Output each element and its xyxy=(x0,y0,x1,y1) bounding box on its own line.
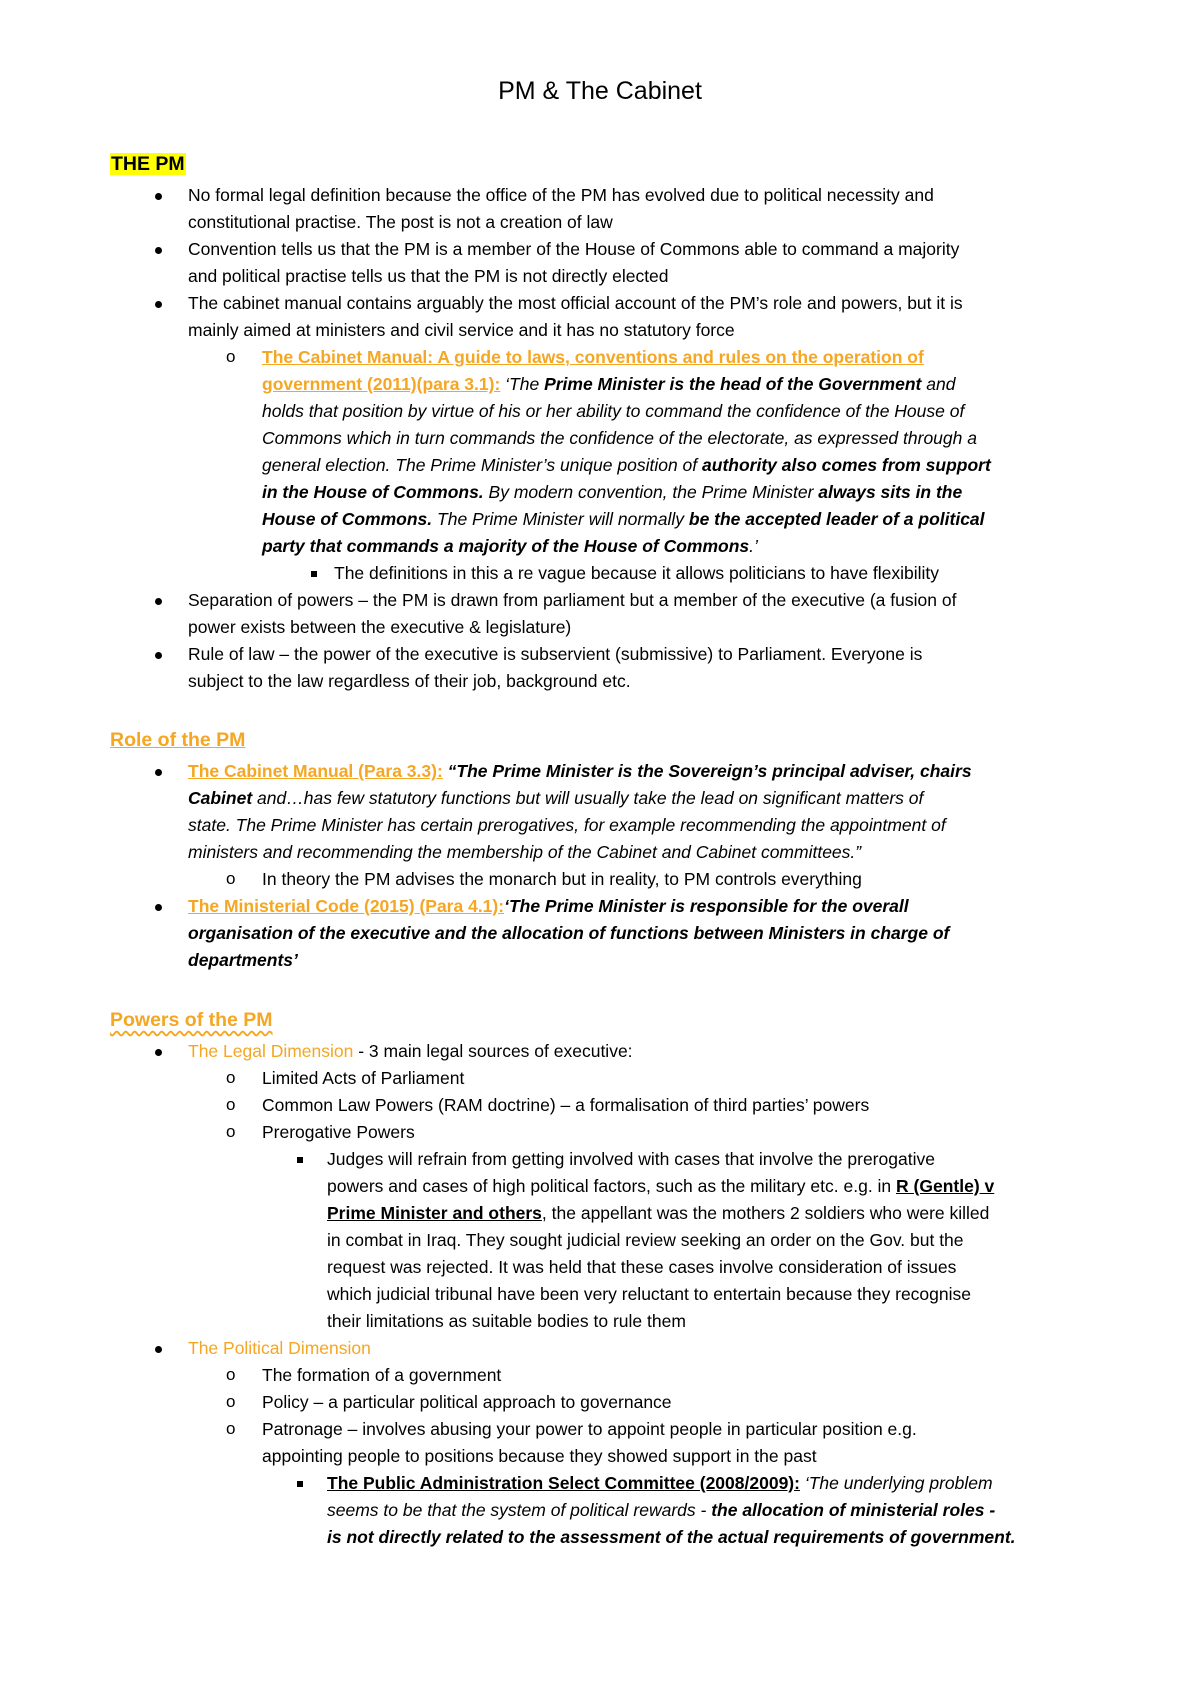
quote-text: .’ xyxy=(749,536,758,556)
quote-line xyxy=(188,895,909,917)
text-line: and political practise tells us that the PM is not directly elected xyxy=(188,266,669,286)
sub-bullet-icon: o xyxy=(226,869,236,888)
quote-text: and xyxy=(921,374,956,394)
bullet-icon xyxy=(155,652,162,659)
quote-text: ‘The underlying problem xyxy=(799,1473,993,1493)
quote-line: ministers and recommending the membership of the Cabinet and Cabinet committees.” xyxy=(188,842,862,862)
section-heading-powers xyxy=(110,1008,273,1032)
quote-text: ‘The xyxy=(500,374,545,394)
quote-line: Commons which in turn commands the confidence of the electorate, as expressed through a xyxy=(262,428,977,448)
quote-emphasis: Cabinet xyxy=(188,788,253,808)
quote-line: holds that position by virtue of his or her ability to command the confidence of the House of xyxy=(262,401,965,421)
text-line: The definitions in this a re vague because it allows politicians to have flexibility xyxy=(334,563,940,583)
ministerial-code-citation: The Ministerial Code (2015) (Para 4.1): xyxy=(188,896,505,916)
text-line: which judicial tribunal have been very reluctant to entertain because they recognise xyxy=(327,1284,971,1304)
bullet-icon xyxy=(155,301,162,308)
quote-line: departments’ xyxy=(188,950,298,970)
legal-dimension-text: - 3 main legal sources of executive: xyxy=(353,1041,633,1061)
text-line: Rule of law – the power of the executive is subservient (submissive) to Parliament. Everyone is xyxy=(188,644,923,664)
quote-emphasis: Prime Minister is the head of the Government xyxy=(544,374,922,394)
section-heading-role xyxy=(110,728,245,752)
sub-bullet-icon: o xyxy=(226,1392,236,1411)
text-line: Convention tells us that the PM is a member of the House of Commons able to command a majority xyxy=(188,239,960,259)
quote-line xyxy=(327,1472,993,1494)
text-line: request was rejected. It was held that these cases involve consideration of issues xyxy=(327,1257,957,1277)
text-line: The formation of a government xyxy=(262,1365,502,1385)
text-line: The cabinet manual contains arguably the most official account of the PM’s role and powers, but it is xyxy=(188,293,963,313)
text-line xyxy=(188,1040,633,1062)
quote-emphasis: be the accepted leader of a political xyxy=(688,509,985,529)
text-line: Separation of powers – the PM is drawn from parliament but a member of the executive (a fusion of xyxy=(188,590,957,610)
quote-text: seems to be that the system of political rewards - xyxy=(327,1500,712,1520)
quote-emphasis: party that commands a majority of the House of Commons xyxy=(262,536,750,556)
quote-line: is not directly related to the assessment of the actual requirements of government. xyxy=(327,1527,1016,1547)
judges-text: , the appellant was the mothers 2 soldiers who were killed xyxy=(541,1203,990,1223)
text-line: Common Law Powers (RAM doctrine) – a formalisation of third parties’ powers xyxy=(262,1095,870,1115)
quote-emphasis: “The Prime Minister is the Sovereign’s principal adviser, chairs xyxy=(442,761,972,781)
quote-line xyxy=(188,787,923,809)
role-heading: Role of the PM xyxy=(110,729,246,751)
text-line: Limited Acts of Parliament xyxy=(262,1068,465,1088)
quote-emphasis: House of Commons. xyxy=(262,509,433,529)
square-bullet-icon xyxy=(297,1481,303,1487)
case-name: Prime Minister and others xyxy=(327,1203,542,1223)
bullet-icon xyxy=(155,904,162,911)
quote-emphasis: always sits in the xyxy=(818,482,963,502)
quote-line xyxy=(327,1499,995,1521)
legal-dimension-label: The Legal Dimension xyxy=(188,1041,354,1061)
citation-line xyxy=(262,346,924,368)
text-line: In theory the PM advises the monarch but in reality, to PM controls everything xyxy=(262,869,862,889)
bullet-icon xyxy=(155,247,162,254)
text-line: their limitations as suitable bodies to rule them xyxy=(327,1311,686,1331)
quote-text: general election. The Prime Minister’s unique position of xyxy=(262,455,703,475)
quote-line xyxy=(262,481,962,503)
quote-line: state. The Prime Minister has certain prerogatives, for example recommending the appointment of xyxy=(188,815,946,835)
text-line: Patronage – involves abusing your power to appoint people in particular position e.g. xyxy=(262,1419,917,1439)
quote-emphasis: in the House of Commons. xyxy=(262,482,484,502)
quote-line xyxy=(262,508,985,530)
bullet-icon xyxy=(155,1049,162,1056)
bullet-icon xyxy=(155,1346,162,1353)
quote-emphasis: the allocation of ministerial roles - xyxy=(711,1500,996,1520)
text-line: in combat in Iraq. They sought judicial review seeking an order on the Gov. but the xyxy=(327,1230,964,1250)
pasc-citation: The Public Administration Select Committee (2008/2009): xyxy=(327,1473,800,1493)
text-line: Judges will refrain from getting involved with cases that involve the prerogative xyxy=(327,1149,935,1169)
the-pm-heading: THE PM xyxy=(111,153,185,175)
sub-bullet-icon: o xyxy=(226,1068,236,1087)
judges-text: powers and cases of high political factors, such as the military etc. e.g. in xyxy=(327,1176,897,1196)
quote-line xyxy=(188,760,972,782)
square-bullet-icon xyxy=(311,571,317,577)
cabinet-manual-citation: The Cabinet Manual: A guide to laws, conventions and rules on the operation of xyxy=(262,347,924,367)
text-line: subject to the law regardless of their job, background etc. xyxy=(188,671,631,691)
case-name: R (Gentle) v xyxy=(896,1176,995,1196)
bullet-icon xyxy=(155,598,162,605)
bullet-icon xyxy=(155,193,162,200)
text-line: mainly aimed at ministers and civil service and it has no statutory force xyxy=(188,320,735,340)
text-line: power exists between the executive & legislature) xyxy=(188,617,572,637)
section-heading-the-pm xyxy=(110,152,186,176)
sub-bullet-icon: o xyxy=(226,1419,236,1438)
text-line: constitutional practise. The post is not a creation of law xyxy=(188,212,613,232)
text-line: No formal legal definition because the office of the PM has evolved due to political necessity and xyxy=(188,185,934,205)
sub-bullet-icon: o xyxy=(226,1365,236,1384)
text-line: appointing people to positions because they showed support in the past xyxy=(262,1446,817,1466)
political-dimension-label: The Political Dimension xyxy=(188,1338,371,1358)
quote-line xyxy=(262,454,991,476)
bullet-icon xyxy=(155,769,162,776)
quote-text: By modern convention, the Prime Minister xyxy=(483,482,819,502)
text-line: Policy – a particular political approach to governance xyxy=(262,1392,672,1412)
sub-bullet-icon: o xyxy=(226,1122,236,1141)
text-line xyxy=(327,1175,994,1197)
quote-text: and…has few statutory functions but will usually take the lead on significant matters of xyxy=(252,788,924,808)
cabinet-manual-citation: government (2011)(para 3.1): xyxy=(262,374,501,394)
quote-text: The Prime Minister will normally xyxy=(432,509,689,529)
cabinet-manual-citation: The Cabinet Manual (Para 3.3): xyxy=(188,761,443,781)
page-title: PM & The Cabinet xyxy=(498,77,702,105)
quote-line xyxy=(262,535,758,557)
quote-emphasis: authority also comes from support xyxy=(702,455,991,475)
quote-emphasis: ‘The Prime Minister is responsible for the overall xyxy=(504,896,909,916)
powers-heading: Powers of the PM xyxy=(110,1009,273,1031)
sub-bullet-icon: o xyxy=(226,1095,236,1114)
square-bullet-icon xyxy=(297,1157,303,1163)
quote-line xyxy=(262,373,955,395)
text-line: Prerogative Powers xyxy=(262,1122,415,1142)
text-line xyxy=(327,1202,989,1224)
quote-line: organisation of the executive and the allocation of functions between Ministers in charge of xyxy=(188,923,950,943)
sub-bullet-icon: o xyxy=(226,347,236,366)
